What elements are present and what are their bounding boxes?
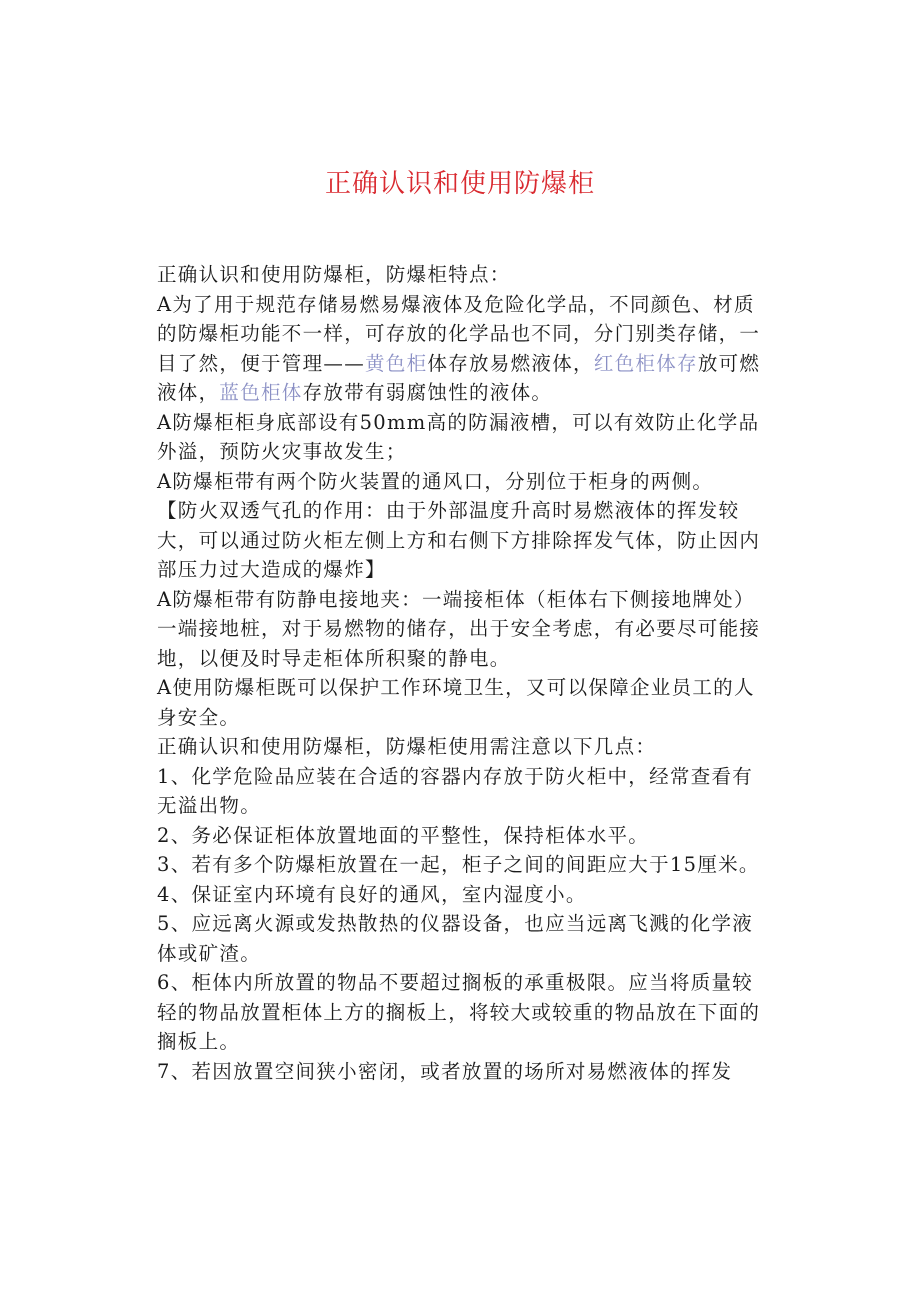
feature-color-text-3: 放可燃液体， [157, 351, 761, 404]
feature-color-text: A为了用于规范存储易燃易爆液体及危险化学品，不同颜色、材质的防爆柜功能不一样，可存放的化学品也不同，分门别类存储，一目了然，便于管理—— [157, 292, 761, 375]
document-title: 正确认识和使用防爆柜 [324, 169, 595, 199]
grounding-paragraph: A防爆柜带有防静电接地夹：一端接柜体（柜体右下侧接地牌处）一端接地桩，对于易燃物的储存，出于安全考虑，有必要尽可能接地，以便及时导走柜体所积聚的静电。 [157, 587, 761, 670]
safety-paragraph: A使用防爆柜既可以保护工作环境卫生，又可以保障企业员工的人身安全。 [157, 676, 755, 729]
list-item: 4、保证室内环境有良好的通风，室内湿度小。 [157, 882, 587, 906]
list-item: 7、若因放置空间狭小密闭，或者放置的场所对易燃液体的挥发 [157, 1059, 733, 1083]
feature-color-text-4: 存放带有弱腐蚀性的液体。 [302, 381, 553, 404]
leak-tank-paragraph: A防爆柜柜身底部设有50mm高的防漏液槽，可以有效防止化学品外溢，预防火灾事故发生； [157, 410, 760, 463]
list-item: 3、若有多个防爆柜放置在一起，柜子之间的间距应大于15厘米。 [157, 853, 760, 876]
list-item: 5、应远离火源或发热散热的仪器设备，也应当远离飞溅的化学液体或矿渣。 [157, 912, 754, 965]
blue-cabinet-highlight: 蓝色柜体 [219, 381, 303, 404]
list-item: 6、柜体内所放置的物品不要超过搁板的承重极限。应当将质量较轻的物品放置柜体上方的搁板上，将较大或较重的物品放在下面的搁板上。 [157, 971, 761, 1053]
usage-intro-paragraph: 正确认识和使用防爆柜，防爆柜使用需注意以下几点： [157, 735, 657, 758]
document-body [157, 260, 767, 1086]
vent-note-paragraph: 【防火双透气孔的作用：由于外部温度升高时易燃液体的挥发较大，可以通过防火柜左侧上方和右侧下方排除挥发气体，防止因内部压力过大造成的爆炸】 [157, 499, 761, 581]
red-cabinet-highlight: 红色柜体存 [593, 351, 698, 375]
intro-paragraph: 正确认识和使用防爆柜，防爆柜特点： [157, 263, 511, 286]
yellow-cabinet-highlight: 黄色柜 [365, 351, 428, 375]
feature-color-text-2: 体存放易燃液体， [427, 351, 594, 375]
feature-color-paragraph [157, 290, 767, 408]
list-item: 1、化学危险品应装在合适的容器内存放于防火柜中，经常查看有无溢出物。 [157, 764, 754, 817]
vent-paragraph: A防爆柜带有两个防火装置的通风口，分别位于柜身的两侧。 [157, 469, 714, 493]
list-item: 2、务必保证柜体放置地面的平整性，保持柜体水平。 [157, 823, 650, 847]
